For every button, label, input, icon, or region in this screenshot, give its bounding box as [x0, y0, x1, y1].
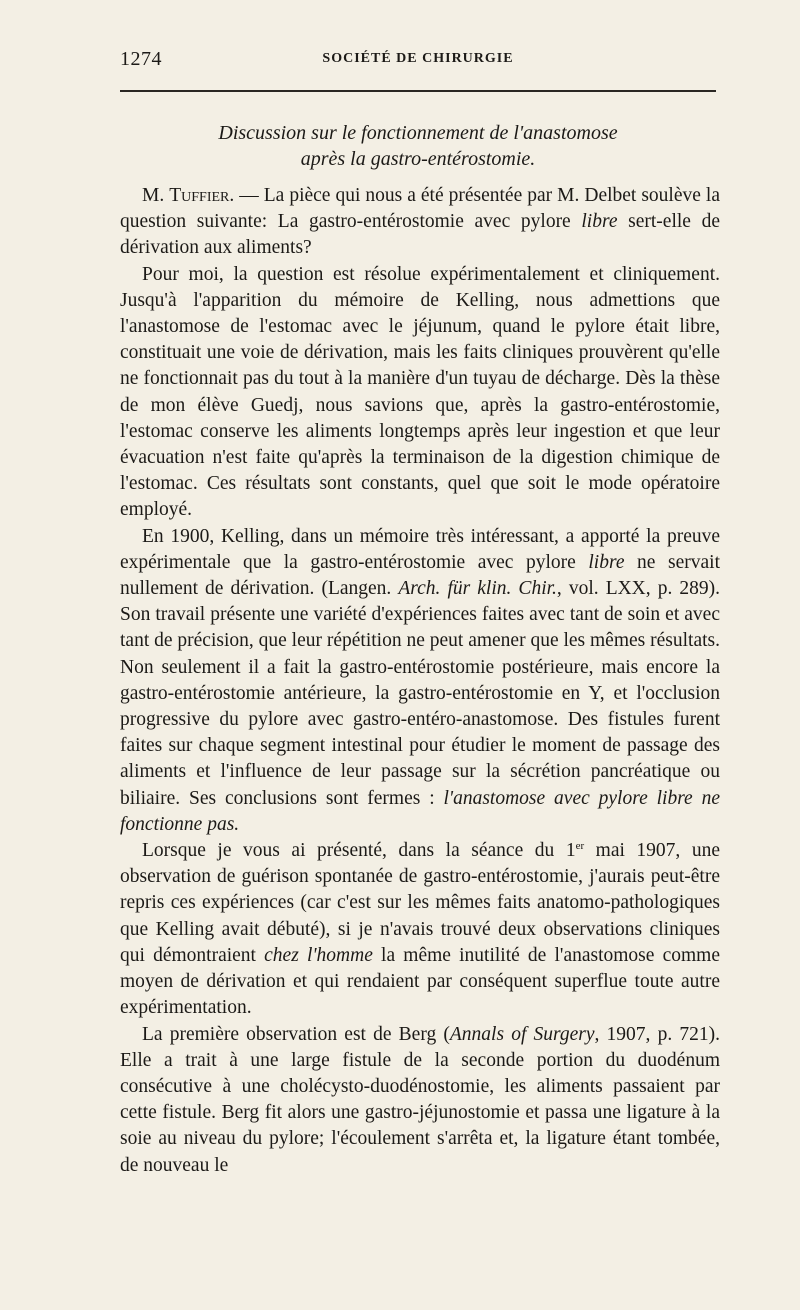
paragraph-3-italic-a: libre — [588, 551, 625, 573]
body-text — [120, 183, 720, 1179]
paragraph-1 — [120, 183, 720, 262]
section-title-line-2: après la gastro-entérostomie. — [300, 148, 536, 170]
running-head — [120, 48, 716, 72]
paragraph-4 — [120, 838, 720, 1021]
page-number: 1274 — [120, 48, 162, 70]
paragraph-1-italic-a: libre — [581, 211, 618, 233]
paragraph-3-italic-c: l'anastomose avec pylore libre ne fonctionne pas. — [120, 787, 720, 835]
section-title-line-1: Discussion sur le fonctionnement de l'anastomose — [218, 122, 618, 144]
paragraph-5-text-a: La première observation est de Berg ( — [142, 1023, 450, 1045]
paragraph-5 — [120, 1022, 720, 1179]
paragraph-4-superscript: er — [575, 840, 585, 853]
paragraph-3-text-c: , vol. LXX, p. 289). Son travail présente une variété d'expériences faites avec tant de soin et avec tant de précision, que leur répétition ne peut amener que les mêmes résultats. Non seulement il a fait la gastro-entérostomie postérieure, mais encore la gastro-entérostomie antérieure, la gastro-entérostomie en Y, et l'occlusion progressive du pylore avec gastro-entéro-anastomose. Des fistules furent faites sur chaque segment intestinal pour étudier le moment de passage des aliments et l'influence de leur passage sur la sécrétion pancréatique ou biliaire. Ses conclusions sont fermes : — [120, 578, 720, 809]
paragraph-5-text-b: , 1907, p. 721). Elle a trait à une large fistule de la seconde portion du duodénum consécutive à une cholécysto-duodénostomie, les aliments passaient par cette fistule. Berg fit alors une gastro-jéjunostomie et passa une ligature à la soie au niveau du pylore; l'écoulement s'arrêta et, la ligature étant tombée, de nouveau le — [120, 1023, 720, 1176]
paragraph-4-text-a: Lorsque je vous ai présenté, dans la séance du 1 — [142, 840, 576, 862]
paragraph-1-text-b: sert-elle de dérivation aux aliments? — [120, 211, 720, 259]
paragraph-5-italic-a: Annals of Surgery — [449, 1023, 595, 1045]
speaker-prefix: M. — [142, 185, 170, 206]
paragraph-3 — [120, 524, 720, 838]
paragraph-4-text-c: la même inutilité de l'anastomose comme moyen de dérivation et qui rendaient par conséquent superflue toute autre expérimentation. — [120, 944, 720, 1019]
paragraph-4-text-b: mai 1907, une observation de guérison spontanée de gastro-entérostomie, j'aurais peut-être repris ces expériences (car c'est sur les mêmes faits anatomo-pathologiques que Kelling avait débuté), si je n'avais trouvé deux observations cliniques qui démontraient — [120, 840, 721, 966]
paragraph-1-text-a: . — La pièce qui nous a été présentée par M. Delbet soulève la question suivante: La gastro-entérostomie avec pylore — [120, 185, 720, 233]
paragraph-3-text-b: ne servait nullement de dérivation. (Langen. — [120, 551, 720, 600]
paragraph-3-text-a: En 1900, Kelling, dans un mémoire très intéressant, a apporté la preuve expérimentale que la gastro-entérostomie avec pylore — [120, 525, 720, 573]
header-rule — [120, 90, 716, 92]
paragraph-3-italic-b: Arch. für klin. Chir. — [398, 578, 557, 600]
speaker-name: Tuffier — [169, 185, 230, 206]
paragraph-4-italic-a: chez l'homme — [264, 944, 373, 966]
paragraph-2: Pour moi, la question est résolue expérimentalement et cliniquement. Jusqu'à l'apparition du mémoire de Kelling, nous admettions que l'anastomose de l'estomac avec le jéjunum, quand le pylore était libre, constituait une voie de dérivation, mais les faits cliniques prouvèrent qu'elle ne fonctionnait pas du tout à la manière d'un tuyau de décharge. Dès la thèse de mon élève Guedj, nous savions que, après la gastro-entérostomie, l'estomac conserve les aliments longtemps après leur ingestion et que leur évacuation n'est faite qu'après la terminaison de la digestion chimique de l'estomac. Ces résultats sont constants, quel que soit le mode opératoire employé. — [120, 263, 720, 521]
running-title: SOCIÉTÉ DE CHIRURGIE — [322, 51, 514, 66]
section-title — [120, 120, 716, 172]
